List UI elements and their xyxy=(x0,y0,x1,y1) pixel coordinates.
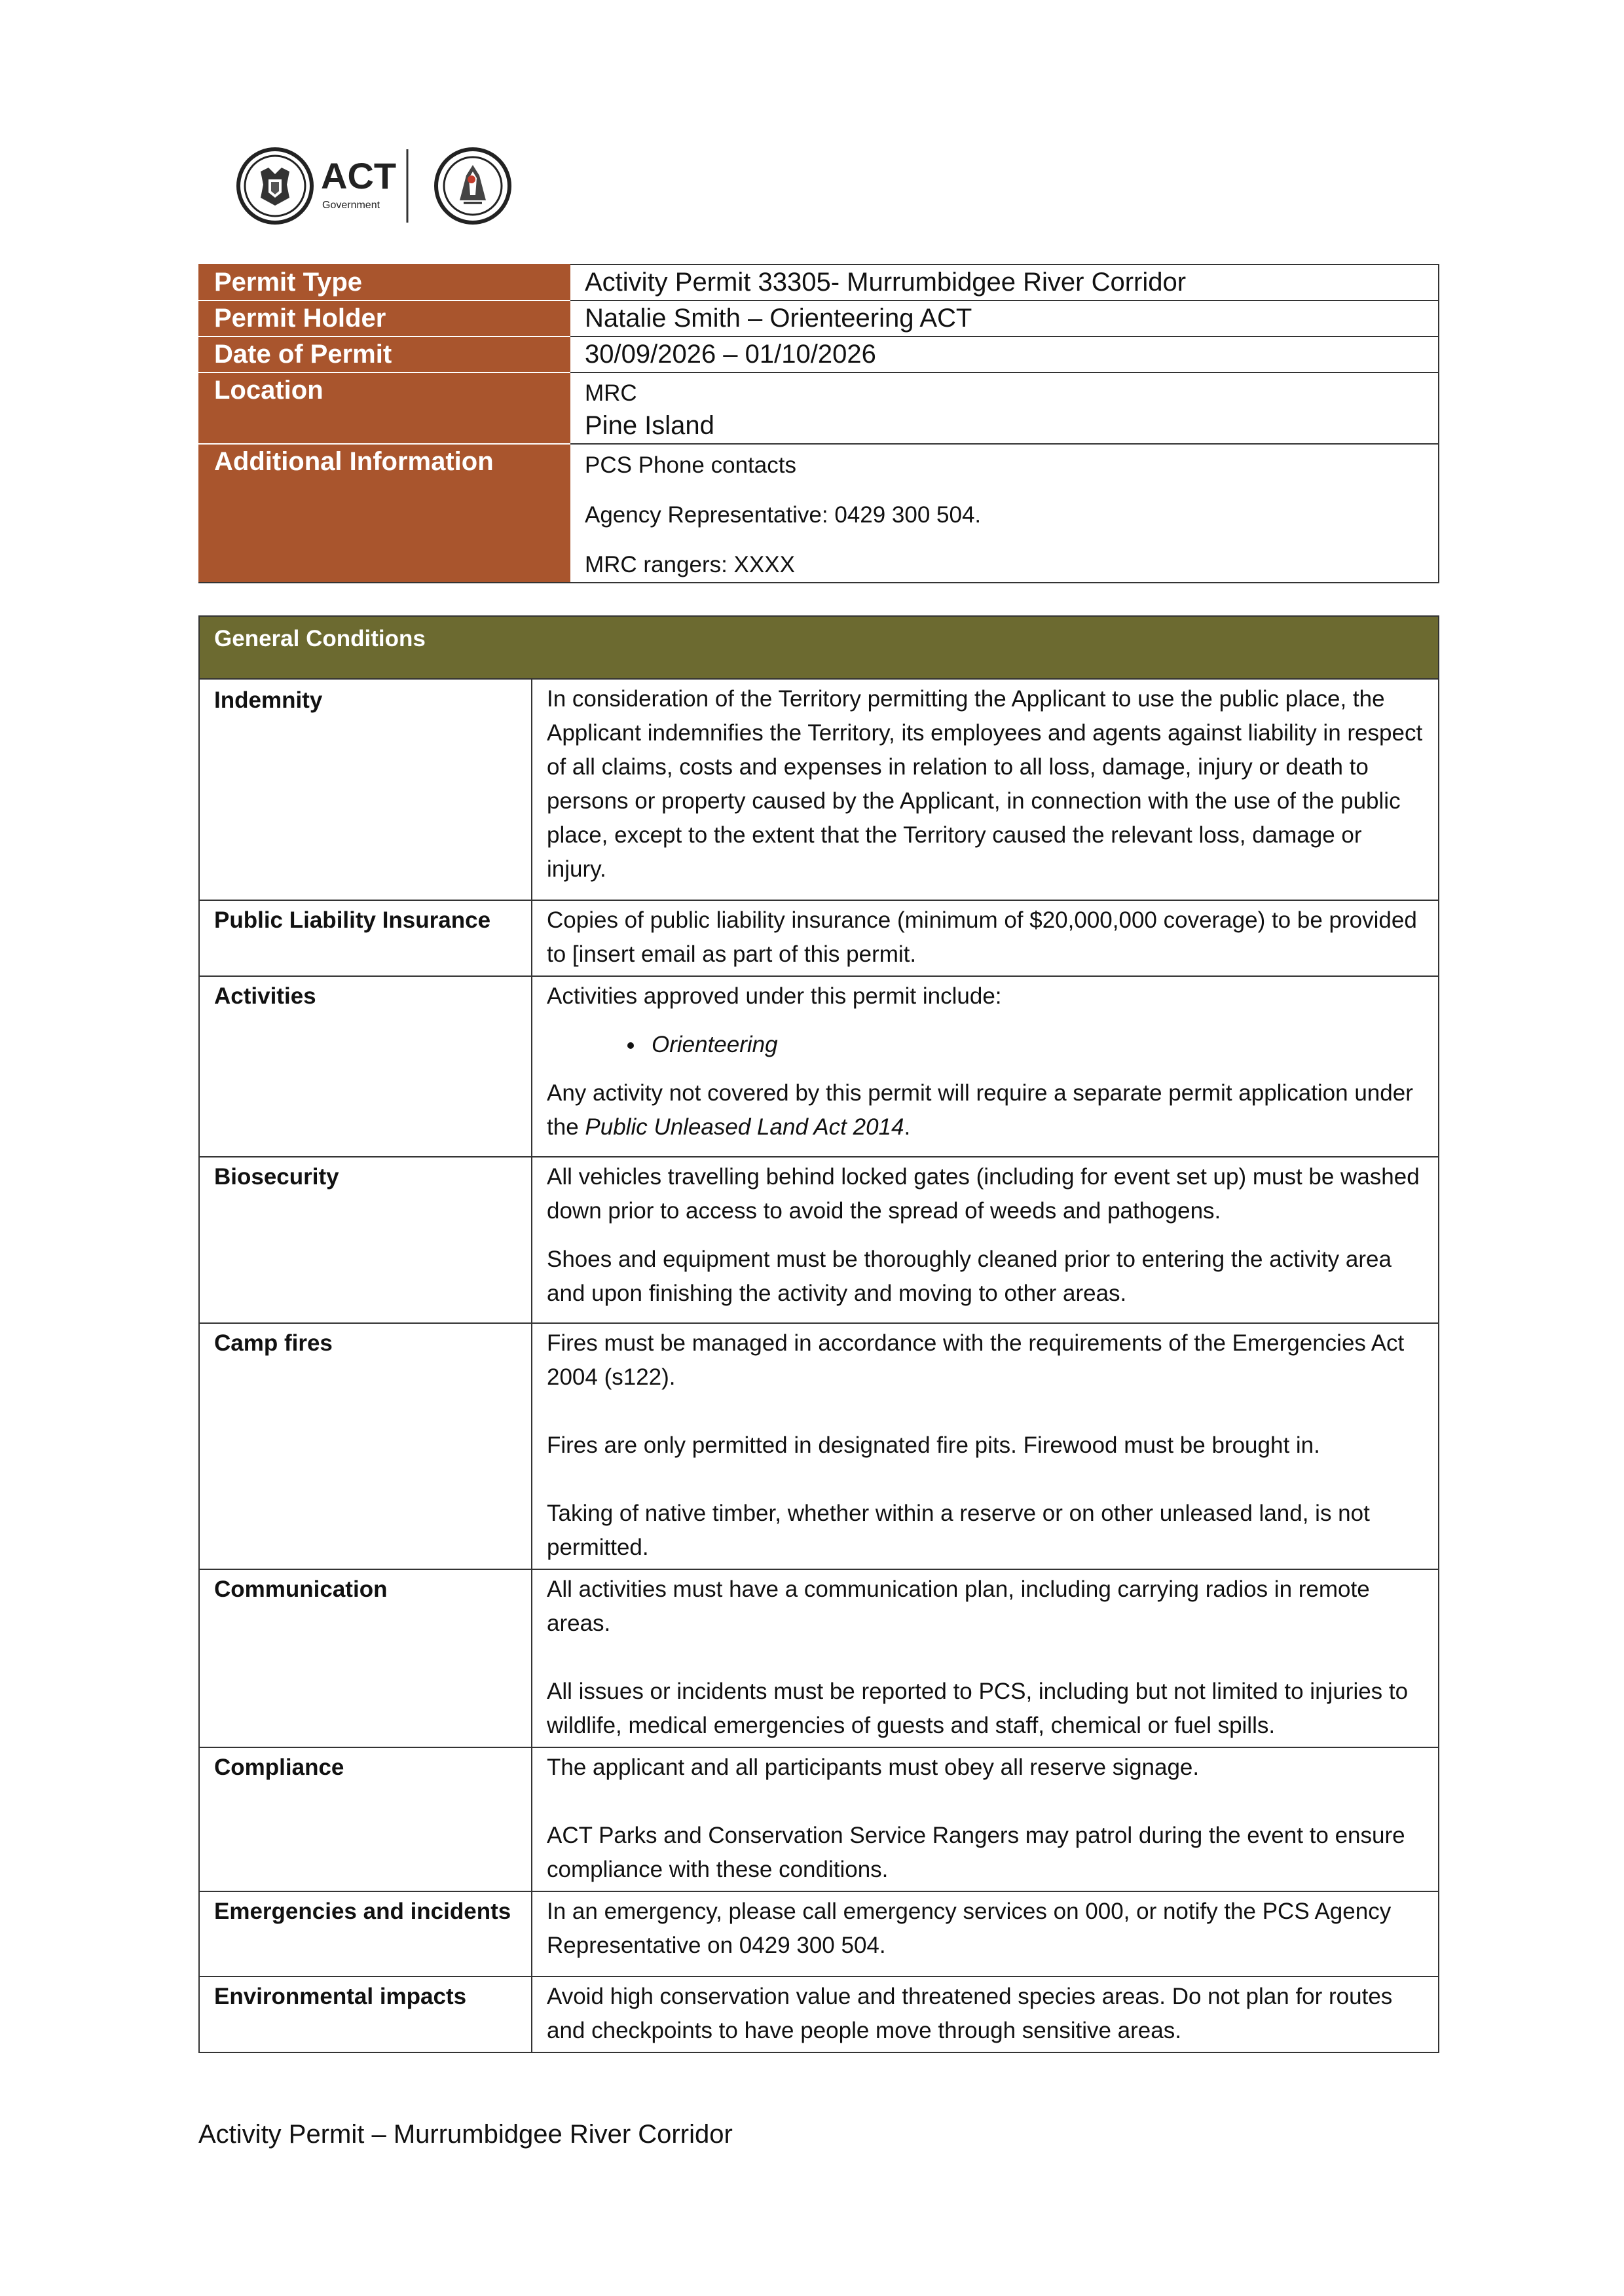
activities-label: Activities xyxy=(199,976,532,1157)
campfires-paragraph: Taking of native timber, whether within a reserve or on other unleased land, is not permitted. xyxy=(547,1501,1370,1560)
condition-row xyxy=(199,1157,1439,1323)
activities-list xyxy=(547,1028,1424,1062)
campfires-paragraph: Fires must be managed in accordance with the requirements of the Emergencies Act 2004 (s122). xyxy=(547,1330,1405,1390)
activities-list-item: • Orienteering xyxy=(645,1028,1424,1062)
activities-act-name: Public Unleased Land Act 2014 xyxy=(585,1114,904,1140)
additional-info-line: MRC rangers: XXXX xyxy=(585,552,795,577)
permit-date-value: 30/09/2026 – 01/10/2026 xyxy=(570,337,1439,373)
permit-row xyxy=(199,373,1439,444)
condition-row xyxy=(199,976,1439,1157)
emergencies-text: In an emergency, please call emergency services on 000, or notify the PCS Agency Representative on 0429 300 504. xyxy=(532,1891,1439,1977)
location-line-1: MRC xyxy=(585,380,637,406)
communication-content xyxy=(532,1569,1439,1747)
permit-type-value: Activity Permit 33305- Murrumbidgee River Corridor xyxy=(570,264,1439,301)
condition-row xyxy=(199,1747,1439,1891)
act-logo-text: ACT xyxy=(321,155,397,196)
campfires-label: Camp fires xyxy=(199,1323,532,1569)
communication-paragraph: All issues or incidents must be reported to PCS, including but not limited to injuries to wildlife, medical emergencies of guests and staff, chemical or fuel spills. xyxy=(547,1679,1409,1738)
conditions-header: General Conditions xyxy=(199,616,1439,679)
biosecurity-content xyxy=(532,1157,1439,1323)
communication-label: Communication xyxy=(199,1569,532,1747)
campfires-paragraph: Fires are only permitted in designated fire pits. Firewood must be brought in. xyxy=(547,1432,1320,1458)
compliance-paragraph: The applicant and all participants must obey all reserve signage. xyxy=(547,1755,1200,1780)
conditions-header-row xyxy=(199,616,1439,679)
insurance-text: Copies of public liability insurance (minimum of $20,000,000 coverage) to be provided to [insert email as part of this permit. xyxy=(532,900,1439,976)
activities-intro: Activities approved under this permit include: xyxy=(547,983,1002,1009)
location-label: Location xyxy=(199,373,570,444)
compliance-paragraph: ACT Parks and Conservation Service Rangers may patrol during the event to ensure compliance with these conditions. xyxy=(547,1823,1405,1882)
permit-details-table xyxy=(198,264,1439,583)
environment-text: Avoid high conservation value and threatened species areas. Do not plan for routes and checkpoints to have people move through sensitive areas. xyxy=(532,1977,1439,2052)
additional-info-label: Additional Information xyxy=(199,444,570,583)
condition-row xyxy=(199,679,1439,900)
permit-type-label: Permit Type xyxy=(199,264,570,301)
insurance-label: Public Liability Insurance xyxy=(199,900,532,976)
biosecurity-paragraph: All vehicles travelling behind locked gates (including for event set up) must be washed down prior to access to avoid the spread of weeds and pathogens. xyxy=(547,1164,1420,1224)
additional-info-line: PCS Phone contacts xyxy=(585,452,796,478)
location-line-2: Pine Island xyxy=(585,411,714,440)
condition-row xyxy=(199,1891,1439,1977)
compliance-label: Compliance xyxy=(199,1747,532,1891)
emergencies-label: Emergencies and incidents xyxy=(199,1891,532,1977)
communication-paragraph: All activities must have a communication plan, including carrying radios in remote areas. xyxy=(547,1576,1370,1636)
activities-note-text: Any activity not covered by this permit will require a separate permit application under the xyxy=(547,1080,1413,1140)
condition-row xyxy=(199,900,1439,976)
activities-content xyxy=(532,976,1439,1157)
permit-holder-label: Permit Holder xyxy=(199,301,570,337)
biosecurity-label: Biosecurity xyxy=(199,1157,532,1323)
permit-row xyxy=(199,301,1439,337)
campfires-content xyxy=(532,1323,1439,1569)
indemnity-text: In consideration of the Territory permitting the Applicant to use the public place, the Applicant indemnifies the Territory, its employees and agents against liability in respect of all claims, costs and expenses in relation to all loss, damage, injury or death to persons or property caused by the Applicant, in connection with the use of the public place, except to the extent that the Territory caused the relevant loss, damage or injury. xyxy=(532,679,1439,900)
page-footer: Activity Permit – Murrumbidgee River Corridor xyxy=(198,2120,733,2149)
permit-row xyxy=(199,444,1439,583)
additional-info-line: Agency Representative: 0429 300 504. xyxy=(585,502,982,528)
header-logos xyxy=(236,143,530,228)
location-value xyxy=(570,373,1439,444)
permit-row xyxy=(199,264,1439,301)
permit-row xyxy=(199,337,1439,373)
condition-row xyxy=(199,1323,1439,1569)
activities-note xyxy=(547,1076,1424,1144)
condition-row xyxy=(199,1569,1439,1747)
indemnity-label: Indemnity xyxy=(199,679,532,900)
permit-holder-value: Natalie Smith – Orienteering ACT xyxy=(570,301,1439,337)
activities-note-end: . xyxy=(904,1114,911,1140)
compliance-content xyxy=(532,1747,1439,1891)
condition-row xyxy=(199,1977,1439,2052)
permit-date-label: Date of Permit xyxy=(199,337,570,373)
act-government-logo xyxy=(236,145,576,227)
biosecurity-paragraph: Shoes and equipment must be thoroughly cleaned prior to entering the activity area and upon finishing the activity and moving to other areas. xyxy=(547,1247,1392,1306)
general-conditions-table xyxy=(198,615,1439,2053)
additional-info-value xyxy=(570,444,1439,583)
act-logo-subtext: Government xyxy=(322,200,380,211)
environment-label: Environmental impacts xyxy=(199,1977,532,2052)
